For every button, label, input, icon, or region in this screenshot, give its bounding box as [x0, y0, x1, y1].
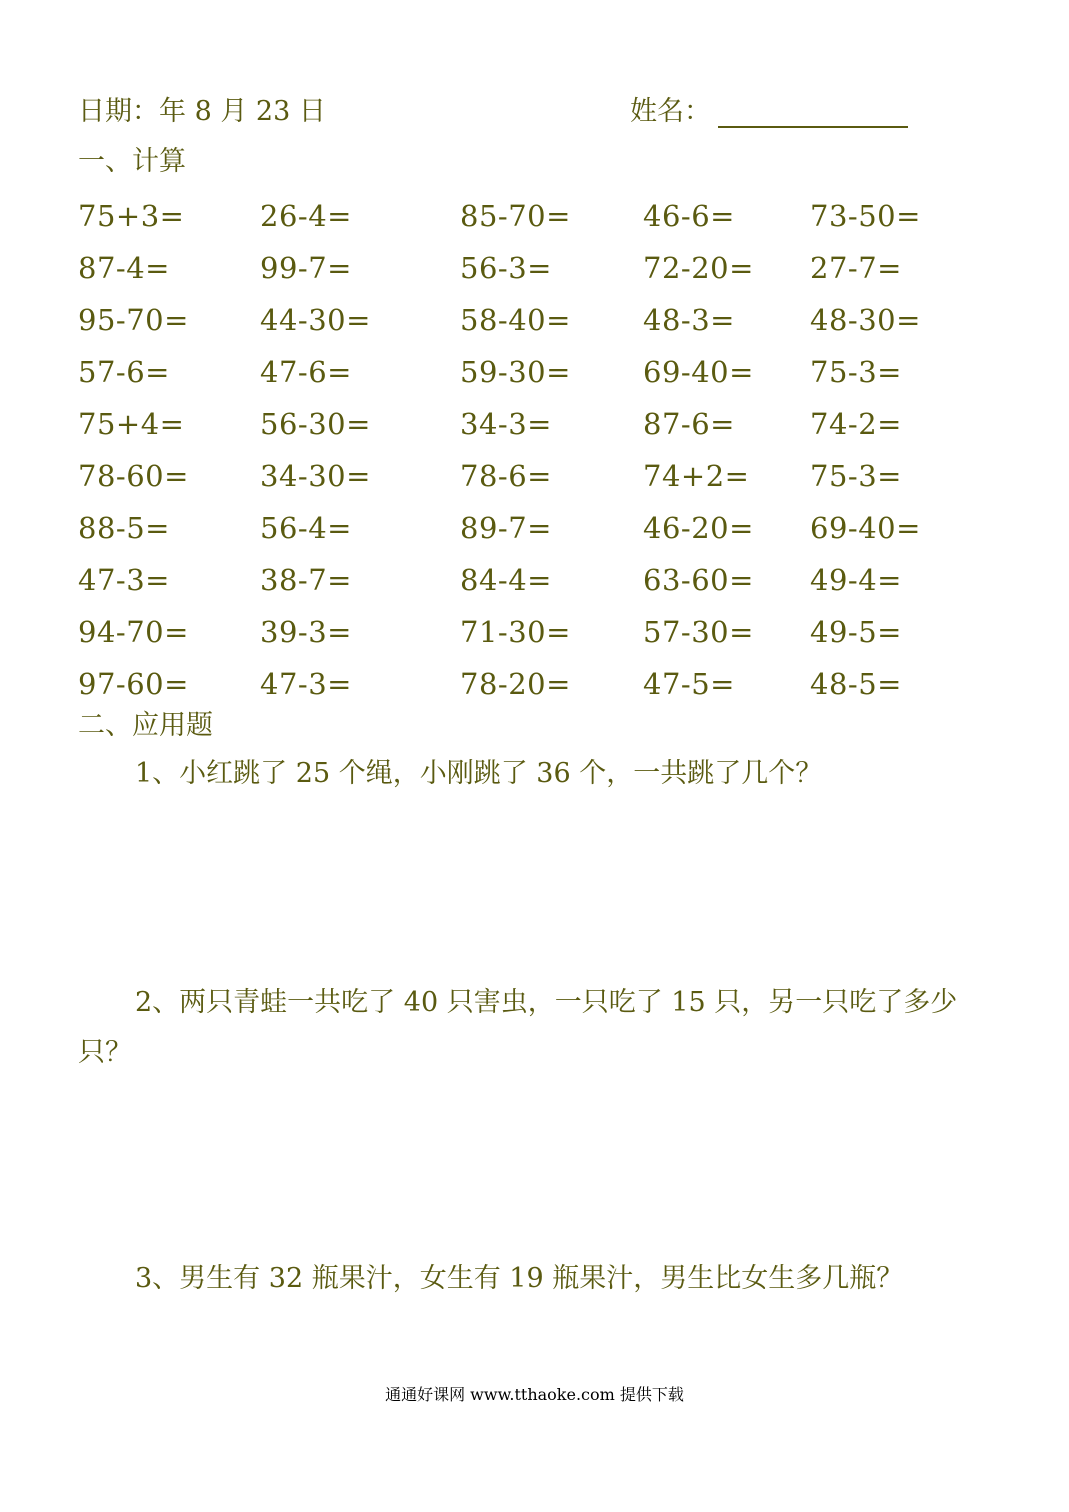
calc-row [78, 398, 978, 450]
calc-item: 75-3= [810, 355, 902, 389]
calc-item: 94-70= [78, 615, 189, 649]
calc-item: 47-3= [78, 563, 170, 597]
name-blank-line [718, 126, 908, 128]
calc-item: 73-50= [810, 199, 921, 233]
calc-item: 78-20= [460, 667, 571, 701]
calc-grid [78, 190, 978, 710]
date-label: 日期：年 8 月 23 日 [78, 96, 326, 127]
calc-item: 89-7= [460, 511, 552, 545]
calc-item: 49-4= [810, 563, 902, 597]
word-problem-3 [78, 1254, 998, 1304]
calc-item: 48-30= [810, 303, 921, 337]
calc-row [78, 658, 978, 710]
calc-item: 78-6= [460, 459, 552, 493]
calc-item: 48-3= [643, 303, 735, 337]
word-problem-text: 1、小红跳了 25 个绳，小刚跳了 36 个，一共跳了几个？ [135, 758, 823, 789]
calc-item: 87-4= [78, 251, 170, 285]
calc-item: 84-4= [460, 563, 552, 597]
calc-item: 56-4= [260, 511, 352, 545]
calc-row [78, 346, 978, 398]
calc-row [78, 502, 978, 554]
calc-row [78, 606, 978, 658]
calc-item: 85-70= [460, 199, 571, 233]
calc-item: 72-20= [643, 251, 754, 285]
calc-item: 39-3= [260, 615, 352, 649]
calc-item: 71-30= [460, 615, 571, 649]
word-problem-text: 3、男生有 32 瓶果汁，女生有 19 瓶果汁，男生比女生多几瓶？ [135, 1263, 904, 1294]
footer-credit: 通通好课网 www.tthaoke.com 提供下载 [385, 1385, 684, 1404]
calc-item: 46-20= [643, 511, 754, 545]
calc-item: 46-6= [643, 199, 735, 233]
calc-item: 47-3= [260, 667, 352, 701]
calc-item: 74-2= [810, 407, 902, 441]
calc-item: 27-7= [810, 251, 902, 285]
calc-item: 63-60= [643, 563, 754, 597]
calc-item: 78-60= [78, 459, 189, 493]
calc-row [78, 294, 978, 346]
calc-item: 34-30= [260, 459, 371, 493]
calc-item: 99-7= [260, 251, 352, 285]
calc-item: 88-5= [78, 511, 170, 545]
calc-row [78, 450, 978, 502]
calc-row [78, 190, 978, 242]
section-word-problems-title: 二、应用题 [78, 710, 213, 741]
calc-item: 49-5= [810, 615, 902, 649]
header [78, 90, 918, 134]
word-problem-text: 2、两只青蛙一共吃了 40 只害虫，一只吃了 15 只，另一只吃了多少只？ [78, 987, 958, 1068]
calc-item: 56-3= [460, 251, 552, 285]
calc-item: 47-6= [260, 355, 352, 389]
section-calc-title: 一、计算 [78, 146, 186, 177]
calc-row [78, 242, 978, 294]
calc-item: 74+2= [643, 459, 750, 493]
calc-item: 59-30= [460, 355, 571, 389]
calc-item: 34-3= [460, 407, 552, 441]
calc-item: 48-5= [810, 667, 902, 701]
calc-item: 95-70= [78, 303, 189, 337]
calc-item: 97-60= [78, 667, 189, 701]
calc-item: 75+3= [78, 199, 185, 233]
calc-item: 26-4= [260, 199, 352, 233]
calc-item: 56-30= [260, 407, 371, 441]
calc-item: 57-6= [78, 355, 170, 389]
calc-item: 57-30= [643, 615, 754, 649]
calc-item: 44-30= [260, 303, 371, 337]
calc-item: 69-40= [810, 511, 921, 545]
calc-item: 58-40= [460, 303, 571, 337]
name-label: 姓名： [630, 96, 711, 127]
calc-row [78, 554, 978, 606]
calc-item: 87-6= [643, 407, 735, 441]
word-problem-1 [78, 749, 998, 799]
calc-item: 38-7= [260, 563, 352, 597]
calc-item: 75+4= [78, 407, 185, 441]
calc-item: 69-40= [643, 355, 754, 389]
word-problem-2 [78, 978, 998, 1078]
calc-item: 47-5= [643, 667, 735, 701]
calc-item: 75-3= [810, 459, 902, 493]
